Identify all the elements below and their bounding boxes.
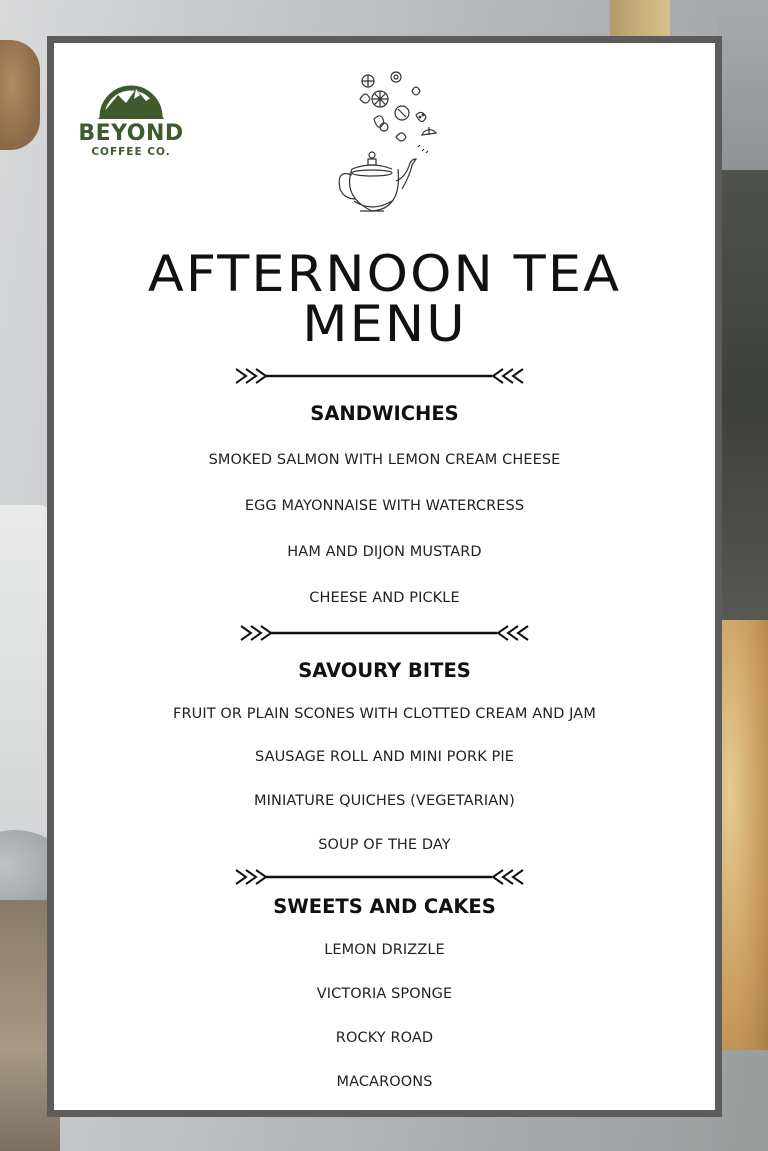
background-photo-wall xyxy=(718,0,768,170)
brand-subtitle: COFFEE CO. xyxy=(91,146,171,158)
menu-item: LEMON DRIZZLE xyxy=(324,942,445,958)
menu-item: SMOKED SALMON WITH LEMON CREAM CHEESE xyxy=(208,452,561,468)
mountain-logo-icon xyxy=(96,71,166,121)
background-photo-frame xyxy=(610,0,670,40)
section-title-sandwiches: SANDWICHES xyxy=(310,402,459,425)
menu-title-line-2: MENU xyxy=(302,295,467,353)
brand-name: BEYOND xyxy=(78,121,184,146)
arrow-divider-icon xyxy=(232,865,527,889)
arrow-divider-icon xyxy=(232,364,527,388)
background-photo-wood xyxy=(0,40,40,150)
menu-item: MACAROONS xyxy=(336,1074,433,1090)
background-photo-cup xyxy=(0,505,50,845)
menu-card xyxy=(47,36,722,1117)
menu-title-line-1: AFTERNOON TEA xyxy=(147,245,622,303)
section-title-savoury-bites: SAVOURY BITES xyxy=(298,659,471,682)
menu-item: SAUSAGE ROLL AND MINI PORK PIE xyxy=(255,749,514,765)
menu-item: CHEESE AND PICKLE xyxy=(309,590,460,606)
background-photo-bottle xyxy=(718,170,768,640)
menu-item: HAM AND DIJON MUSTARD xyxy=(287,544,482,560)
section-title-sweets-and-cakes: SWEETS AND CAKES xyxy=(273,895,496,918)
menu-item: EGG MAYONNAISE WITH WATERCRESS xyxy=(244,498,525,514)
menu-card-inner xyxy=(54,43,715,1110)
menu-item: SOUP OF THE DAY xyxy=(318,837,451,853)
menu-item: FRUIT OR PLAIN SCONES WITH CLOTTED CREAM AND JAM xyxy=(173,706,596,722)
menu-item: VICTORIA SPONGE xyxy=(316,986,453,1002)
menu-item: MINIATURE QUICHES (VEGETARIAN) xyxy=(254,793,515,809)
teapot-with-fruit-illustration xyxy=(324,69,444,219)
brand-logo xyxy=(76,71,186,171)
arrow-divider-icon xyxy=(237,621,532,645)
menu-item: ROCKY ROAD xyxy=(335,1030,434,1046)
